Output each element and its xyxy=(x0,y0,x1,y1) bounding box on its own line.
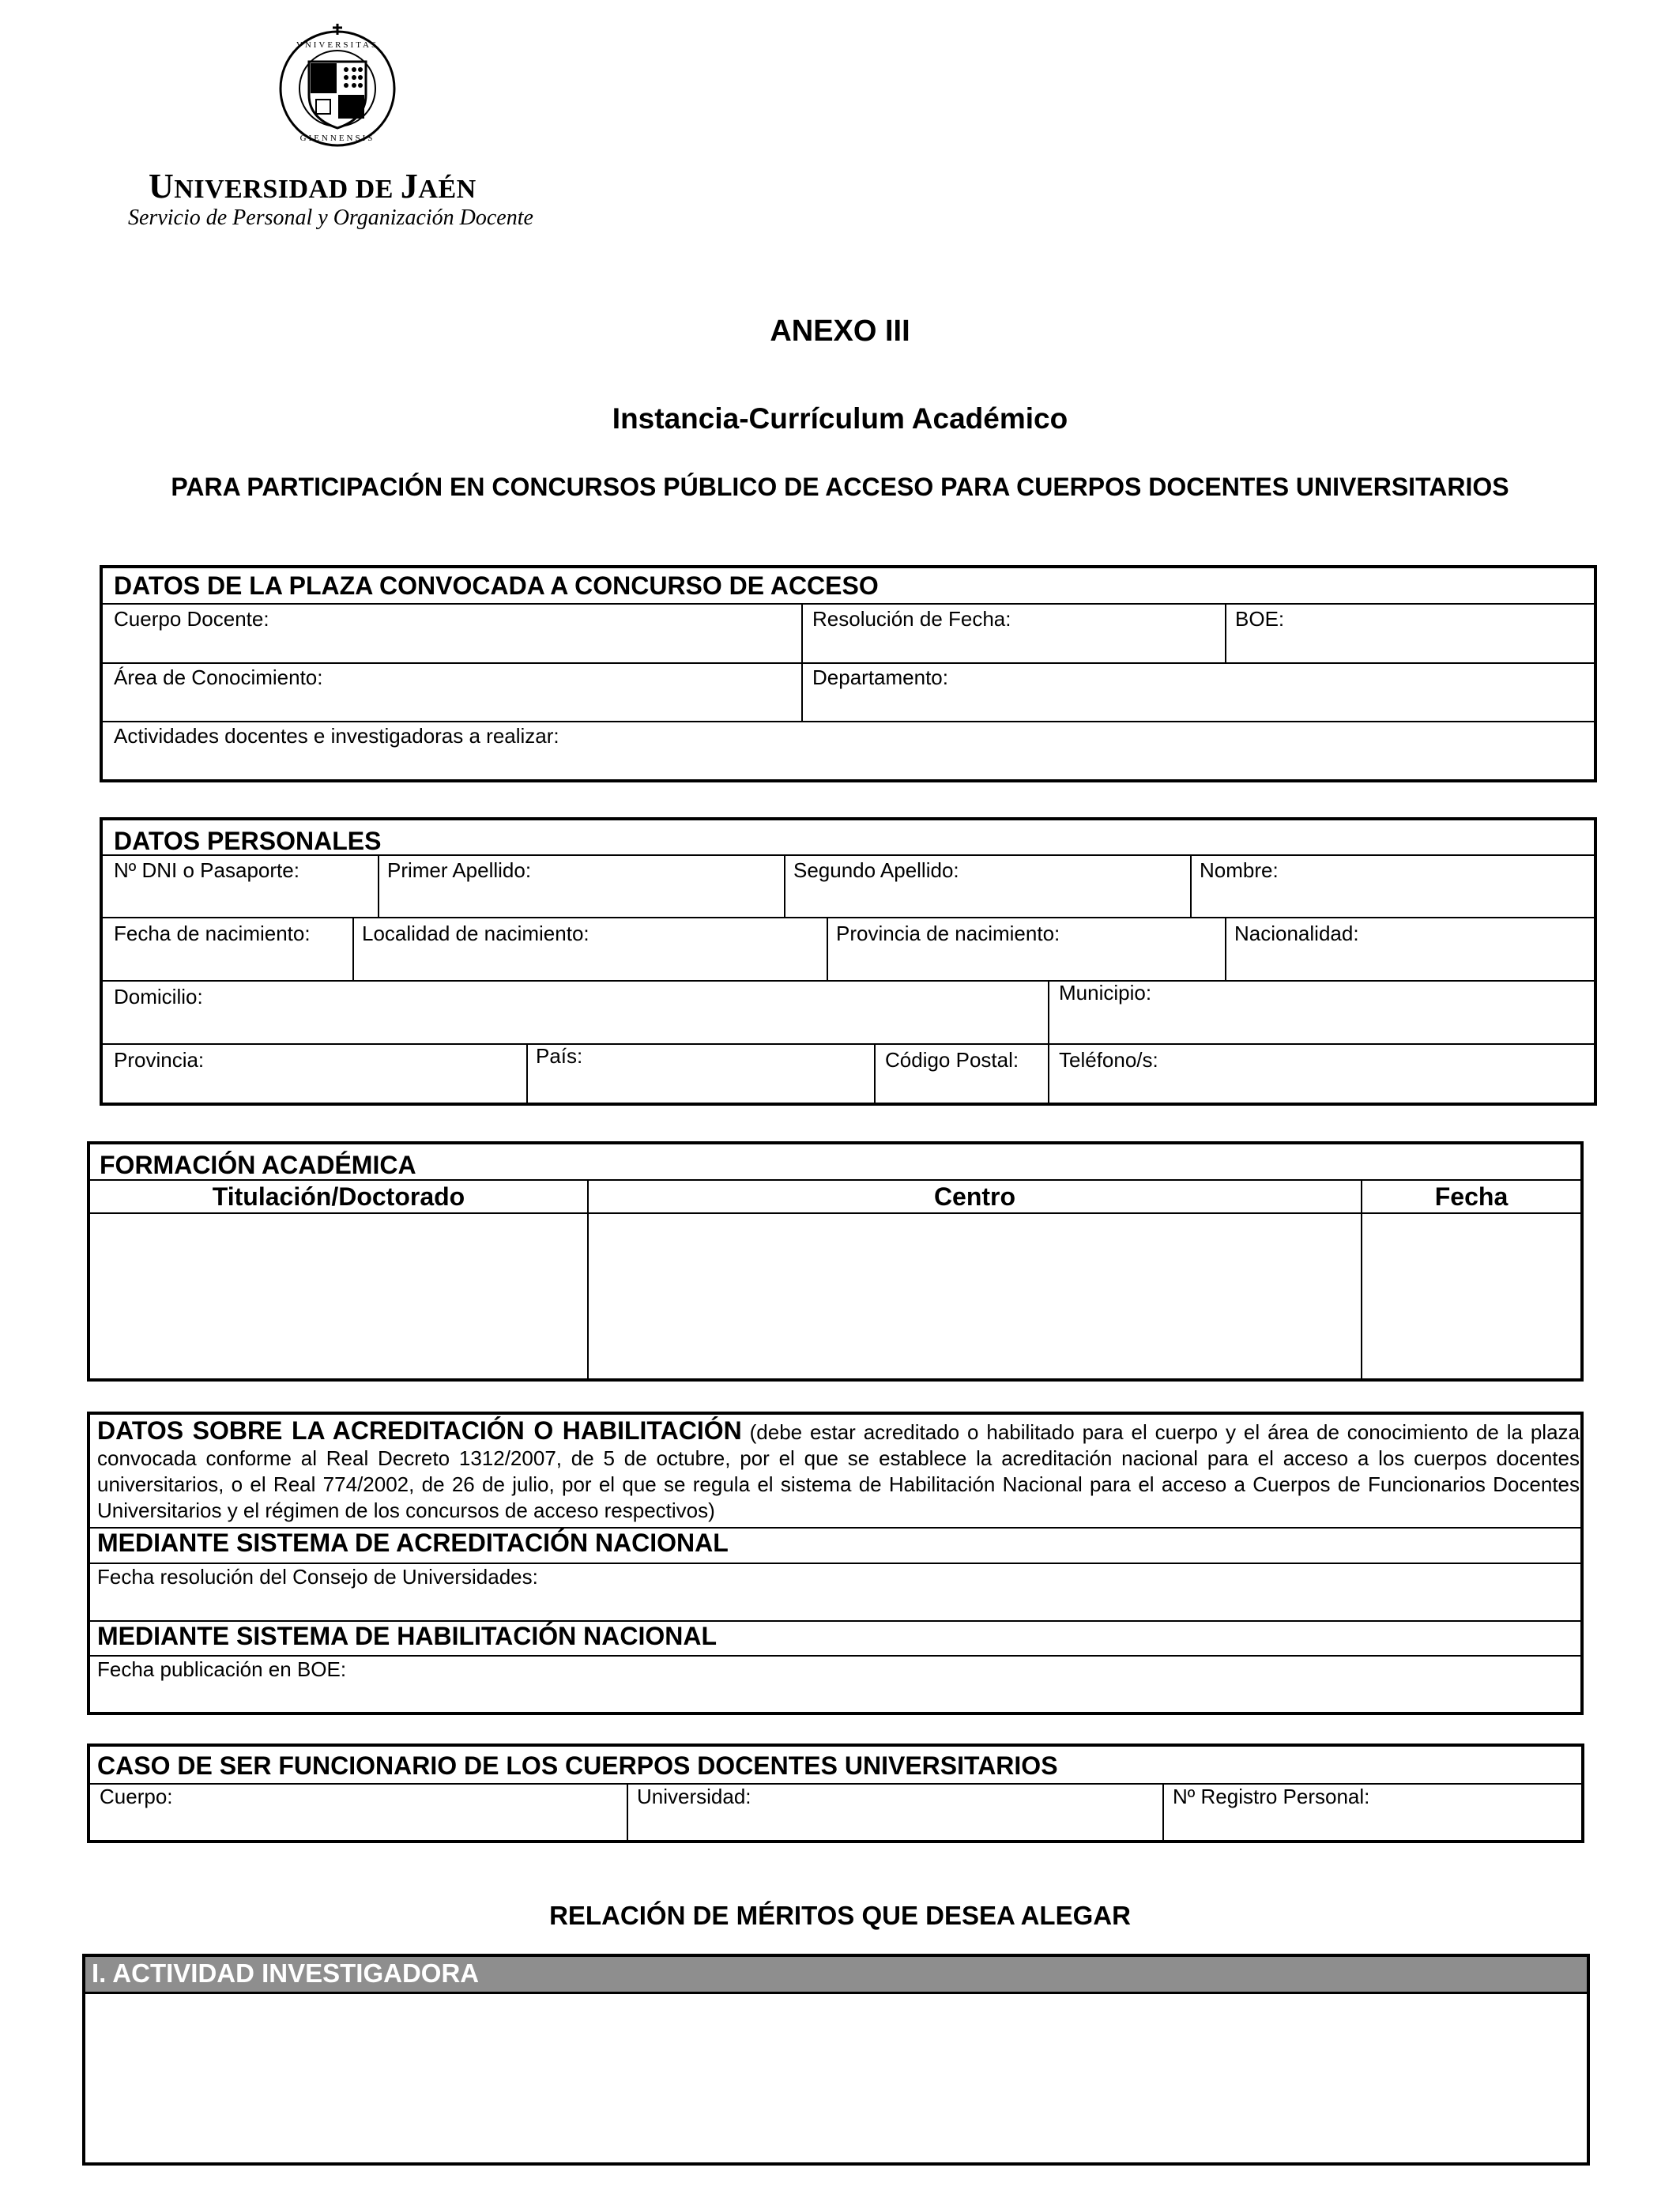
boe-field[interactable]: BOE: xyxy=(1235,607,1285,631)
research-activity-header-bar xyxy=(85,1957,1587,1994)
postal-code-field[interactable]: Código Postal: xyxy=(885,1048,1019,1072)
second-surname-field[interactable]: Segundo Apellido: xyxy=(793,858,959,882)
nationality-field[interactable]: Nacionalidad: xyxy=(1234,922,1359,945)
name-field[interactable]: Nombre: xyxy=(1200,858,1279,882)
center-entry-cell[interactable] xyxy=(590,1214,1360,1378)
country-field[interactable]: País: xyxy=(536,1044,583,1068)
column-header-center: Centro xyxy=(933,1182,1016,1211)
accreditation-heading: DATOS SOBRE LA ACREDITACIÓN O HABILITACIÓN xyxy=(97,1416,742,1445)
accreditation-description: DATOS SOBRE LA ACREDITACIÓN O HABILITACIÓN (debe estar acreditado o habilitado para el cuerpo y el área de conocimiento de la plaza convocada conforme al Real Decreto 1312/2007, de 5 de octubre, por el que se establece la acreditación nacional para el acceso a los cuerpos docentes universitarios, o el Real 774/2002, de 26 de julio, por el que se regula el sistema de Habilitación Nacional para el acceso a Cuerpos de Funcionarios Docentes Universitarios y el régimen de los concursos de acceso respectivos) xyxy=(97,1416,1580,1522)
first-surname-field[interactable]: Primer Apellido: xyxy=(387,858,532,882)
column-header-date: Fecha xyxy=(1434,1182,1509,1211)
form-subtitle: Instancia-Currículum Académico xyxy=(612,402,1068,435)
boe-publication-date-field[interactable]: Fecha publicación en BOE: xyxy=(97,1657,347,1681)
address-field[interactable]: Domicilio: xyxy=(114,985,203,1008)
birth-town-field[interactable]: Localidad de nacimiento: xyxy=(362,922,590,945)
column-header-degree: Titulación/Doctorado xyxy=(212,1182,465,1211)
personal-data-heading: DATOS PERSONALES xyxy=(114,827,382,855)
research-activity-section xyxy=(82,1954,1590,2166)
civil-servant-section xyxy=(87,1744,1584,1843)
province-field[interactable]: Provincia: xyxy=(114,1048,205,1072)
teaching-body-field[interactable]: Cuerpo Docente: xyxy=(114,607,269,631)
date-entry-cell[interactable] xyxy=(1363,1214,1580,1378)
annex-title: ANEXO III xyxy=(770,315,910,348)
birth-province-field[interactable]: Provincia de nacimiento: xyxy=(836,922,1060,945)
council-resolution-date-field[interactable]: Fecha resolución del Consejo de Universidades: xyxy=(97,1565,538,1589)
department-field[interactable]: Departamento: xyxy=(812,665,948,689)
research-activity-heading: I. ACTIVIDAD INVESTIGADORA xyxy=(92,1958,480,1988)
knowledge-area-field[interactable]: Área de Conocimiento: xyxy=(114,665,323,689)
svg-text:VNIVERSITAS: VNIVERSITAS xyxy=(296,40,379,50)
degree-entry-cell[interactable] xyxy=(90,1214,586,1378)
civil-servant-heading: CASO DE SER FUNCIONARIO DE LOS CUERPOS DOCENTES UNIVERSITARIOS xyxy=(97,1751,1058,1780)
academic-training-section xyxy=(87,1141,1584,1382)
academic-training-heading: FORMACIÓN ACADÉMICA xyxy=(100,1151,416,1179)
body-field[interactable]: Cuerpo: xyxy=(100,1785,173,1808)
university-name: UNIVERSIDAD DE JAÉN xyxy=(149,167,477,205)
personal-data-section xyxy=(100,817,1597,1106)
university-service: Servicio de Personal y Organización Docente xyxy=(128,205,533,230)
national-habilitation-heading: MEDIANTE SISTEMA DE HABILITACIÓN NACIONAL xyxy=(97,1622,717,1650)
merits-title: RELACIÓN DE MÉRITOS QUE DESEA ALEGAR xyxy=(549,1901,1131,1930)
municipality-field[interactable]: Municipio: xyxy=(1059,981,1152,1005)
university-seal-logo xyxy=(277,22,398,149)
svg-text:GIENNENSIS: GIENNENSIS xyxy=(299,134,375,143)
research-activity-entry-area[interactable] xyxy=(85,1994,1587,2162)
accreditation-section xyxy=(87,1412,1584,1715)
university-field[interactable]: Universidad: xyxy=(637,1785,751,1808)
phones-field[interactable]: Teléfono/s: xyxy=(1059,1048,1158,1072)
activities-field[interactable]: Actividades docentes e investigadoras a realizar: xyxy=(114,724,559,748)
form-purpose: PARA PARTICIPACIÓN EN CONCURSOS PÚBLICO DE ACCESO PARA CUERPOS DOCENTES UNIVERSITARIOS xyxy=(171,473,1509,501)
registry-number-field[interactable]: Nº Registro Personal: xyxy=(1173,1785,1370,1808)
position-data-heading: DATOS DE LA PLAZA CONVOCADA A CONCURSO DE ACCESO xyxy=(114,571,879,600)
national-accreditation-heading: MEDIANTE SISTEMA DE ACREDITACIÓN NACIONAL xyxy=(97,1529,729,1557)
birth-date-field[interactable]: Fecha de nacimiento: xyxy=(114,922,311,945)
dni-field[interactable]: Nº DNI o Pasaporte: xyxy=(114,858,299,882)
resolution-date-field[interactable]: Resolución de Fecha: xyxy=(812,607,1011,631)
position-data-section xyxy=(100,565,1597,782)
